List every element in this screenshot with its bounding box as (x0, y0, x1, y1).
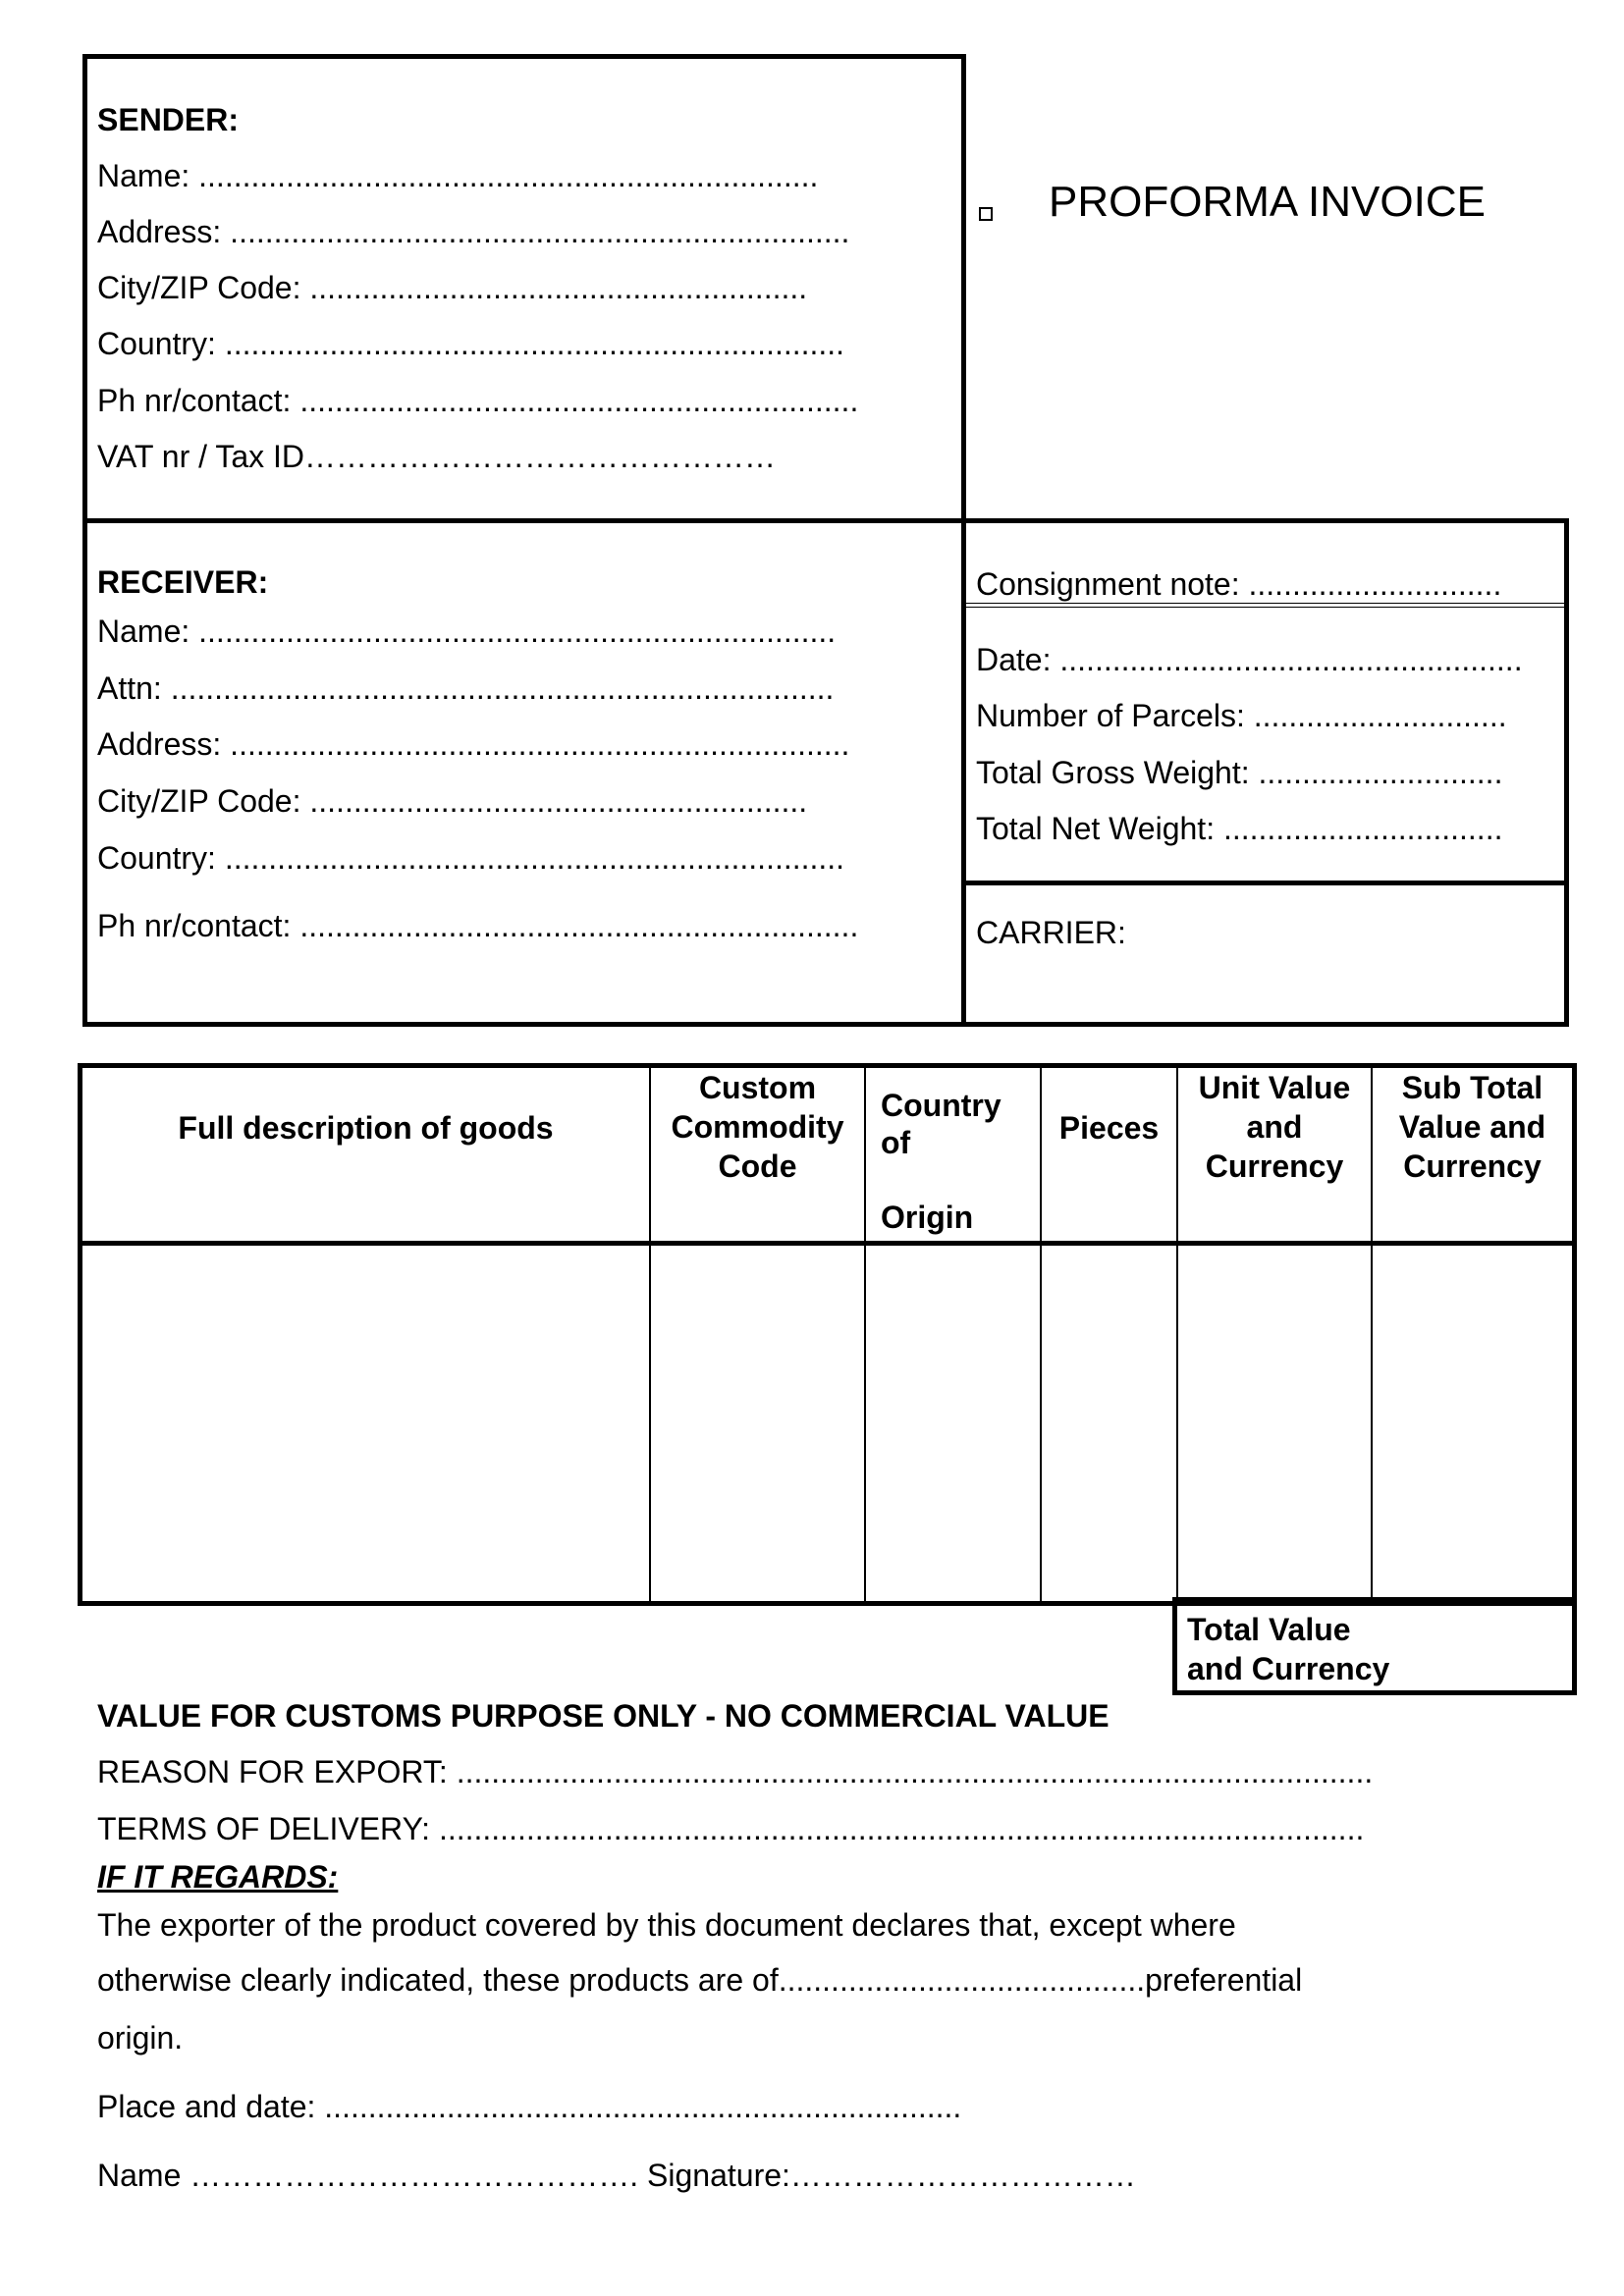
declaration-line: The exporter of the product covered by this document declares that, except where (97, 1907, 1236, 1943)
header-country-of-origin: Country of Origin (881, 1088, 1001, 1235)
document-title: PROFORMA INVOICE (1049, 178, 1486, 226)
goods-cell-pieces[interactable] (1042, 1246, 1176, 1601)
goods-cell-sub-total[interactable] (1373, 1246, 1572, 1601)
reason-for-export-field[interactable]: REASON FOR EXPORT: ......................................................................................................... (97, 1754, 1374, 1789)
carrier-section (961, 881, 1569, 1027)
sender-city-zip-field[interactable]: City/ZIP Code: ......................................................... (97, 270, 808, 305)
header-unit-value: Unit Value and Currency (1198, 1070, 1351, 1184)
receiver-address-field[interactable]: Address: ....................................................................... (97, 726, 850, 762)
receiver-name-field[interactable]: Name: ......................................................................... (97, 614, 837, 649)
sender-vat-field[interactable]: VAT nr / Tax ID……………………………………… (97, 439, 777, 474)
sender-heading: SENDER: (97, 102, 240, 137)
declaration-line: origin. (97, 2020, 184, 2056)
consignment-divider (966, 603, 1564, 608)
sender-name-field[interactable]: Name: ....................................................................... (97, 158, 819, 193)
receiver-heading: RECEIVER: (97, 564, 269, 600)
goods-cell-country-of-origin[interactable] (866, 1246, 1040, 1601)
goods-cell-commodity-code[interactable] (651, 1246, 864, 1601)
sender-address-field[interactable]: Address: ....................................................................... (97, 214, 850, 249)
proforma-checkbox[interactable] (979, 207, 993, 221)
customs-note: VALUE FOR CUSTOMS PURPOSE ONLY - NO COMMERCIAL VALUE (97, 1698, 1110, 1734)
date-field[interactable]: Date: ..................................................... (976, 642, 1523, 677)
name-signature-field[interactable]: Name ……………………………………. Signature:…………………………… (97, 2158, 1136, 2193)
header-commodity-code: Custom Commodity Code (671, 1070, 844, 1184)
carrier-field[interactable]: CARRIER: (976, 915, 1126, 950)
header-description: Full description of goods (178, 1110, 554, 1146)
declaration-line: otherwise clearly indicated, these products are of..........................................preferential (97, 1962, 1303, 1998)
header-pieces: Pieces (1058, 1110, 1160, 1146)
sender-country-field[interactable]: Country: ....................................................................... (97, 326, 845, 361)
total-net-weight-field[interactable]: Total Net Weight: ................................ (976, 811, 1503, 846)
header-sub-total: Sub Total Value and Currency (1398, 1070, 1546, 1184)
terms-of-delivery-field[interactable]: TERMS OF DELIVERY: .......................................................................................................... (97, 1811, 1365, 1846)
goods-cell-unit-value[interactable] (1178, 1246, 1371, 1601)
place-and-date-field[interactable]: Place and date: ......................................................................... (97, 2089, 962, 2124)
number-of-parcels-field[interactable]: Number of Parcels: ............................. (976, 698, 1507, 733)
total-value-label: Total Value and Currency (1187, 1612, 1390, 1686)
receiver-country-field[interactable]: Country: ....................................................................... (97, 840, 845, 876)
goods-cell-description[interactable] (82, 1246, 649, 1601)
if-it-regards-heading: IF IT REGARDS: (97, 1859, 339, 1895)
sender-phone-field[interactable]: Ph nr/contact: ................................................................ (97, 383, 859, 418)
receiver-city-zip-field[interactable]: City/ZIP Code: ......................................................... (97, 783, 808, 819)
total-gross-weight-field[interactable]: Total Gross Weight: ............................ (976, 755, 1503, 790)
receiver-attn-field[interactable]: Attn: ............................................................................ (97, 670, 835, 706)
consignment-note-field[interactable]: Consignment note: ............................. (976, 566, 1502, 602)
receiver-phone-field[interactable]: Ph nr/contact: ................................................................ (97, 908, 859, 943)
